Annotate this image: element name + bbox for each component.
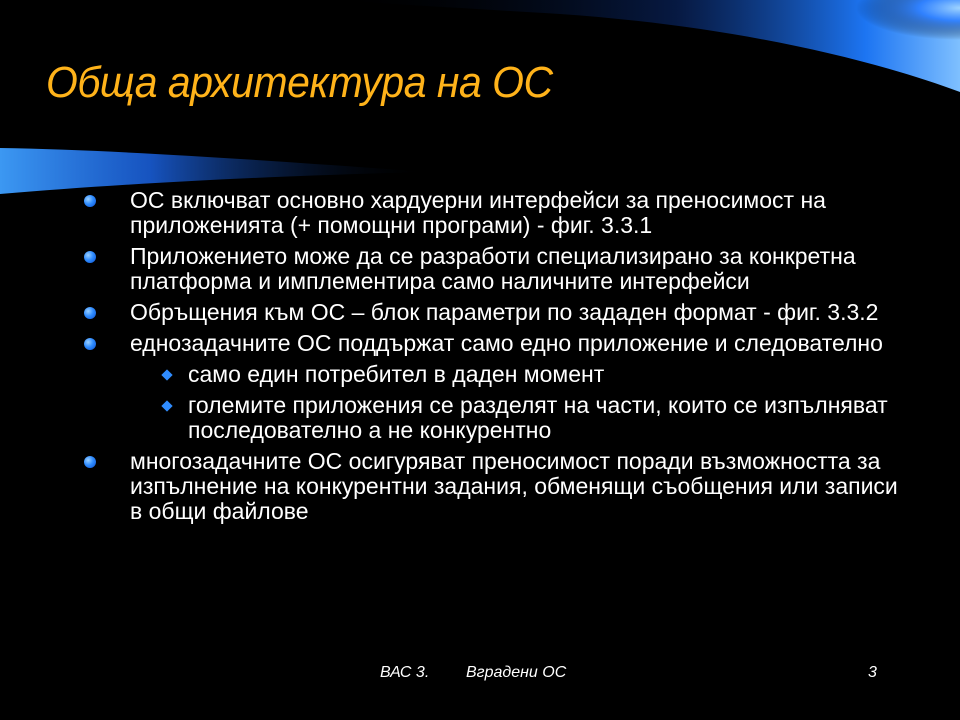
round-bullet-icon xyxy=(84,251,96,263)
bullet-item xyxy=(80,331,900,443)
bullet-text: Обръщения към ОС – блок параметри по зададен формат - фиг. 3.3.2 xyxy=(130,299,879,325)
bullet-text: ОС включват основно хардуерни интерфейси за преносимост на приложенията (+ помощни програми) - фиг. 3.3.1 xyxy=(130,187,826,238)
page-number: 3 xyxy=(868,664,877,681)
footer-topic: Вградени ОС xyxy=(466,664,567,681)
sub-bullet-list xyxy=(130,362,900,443)
sub-bullet-item xyxy=(130,362,900,387)
slide-footer xyxy=(0,664,960,684)
bullet-item xyxy=(80,300,900,325)
bullet-list xyxy=(80,188,900,530)
round-bullet-icon xyxy=(84,338,96,350)
round-bullet-icon xyxy=(84,195,96,207)
slide-title: Обща архитектура на ОС xyxy=(46,58,553,107)
round-bullet-icon xyxy=(84,307,96,319)
bullet-text: Приложението може да се разработи специализирано за конкретна платформа и имплементира само наличните интерфейси xyxy=(130,243,856,294)
bullet-item xyxy=(80,244,900,294)
sub-bullet-item xyxy=(130,393,900,443)
bullet-item xyxy=(80,449,900,524)
sub-bullet-text: само един потребител в даден момент xyxy=(188,361,605,387)
bullet-item xyxy=(80,188,900,238)
diamond-bullet-icon xyxy=(161,369,172,380)
sub-bullet-text: големите приложения се разделят на части, които се изпълняват последователно а не конкурентно xyxy=(188,392,888,443)
diamond-bullet-icon xyxy=(161,400,172,411)
bullet-text: еднозадачните ОС поддържат само едно приложение и следователно xyxy=(130,330,883,356)
footer-course: ВАС 3. xyxy=(380,664,430,681)
round-bullet-icon xyxy=(84,456,96,468)
bullet-text: многозадачните ОС осигуряват преносимост поради възможността за изпълнение на конкурентни задания, обменящи съобщения или записи в общи файлове xyxy=(130,448,898,524)
